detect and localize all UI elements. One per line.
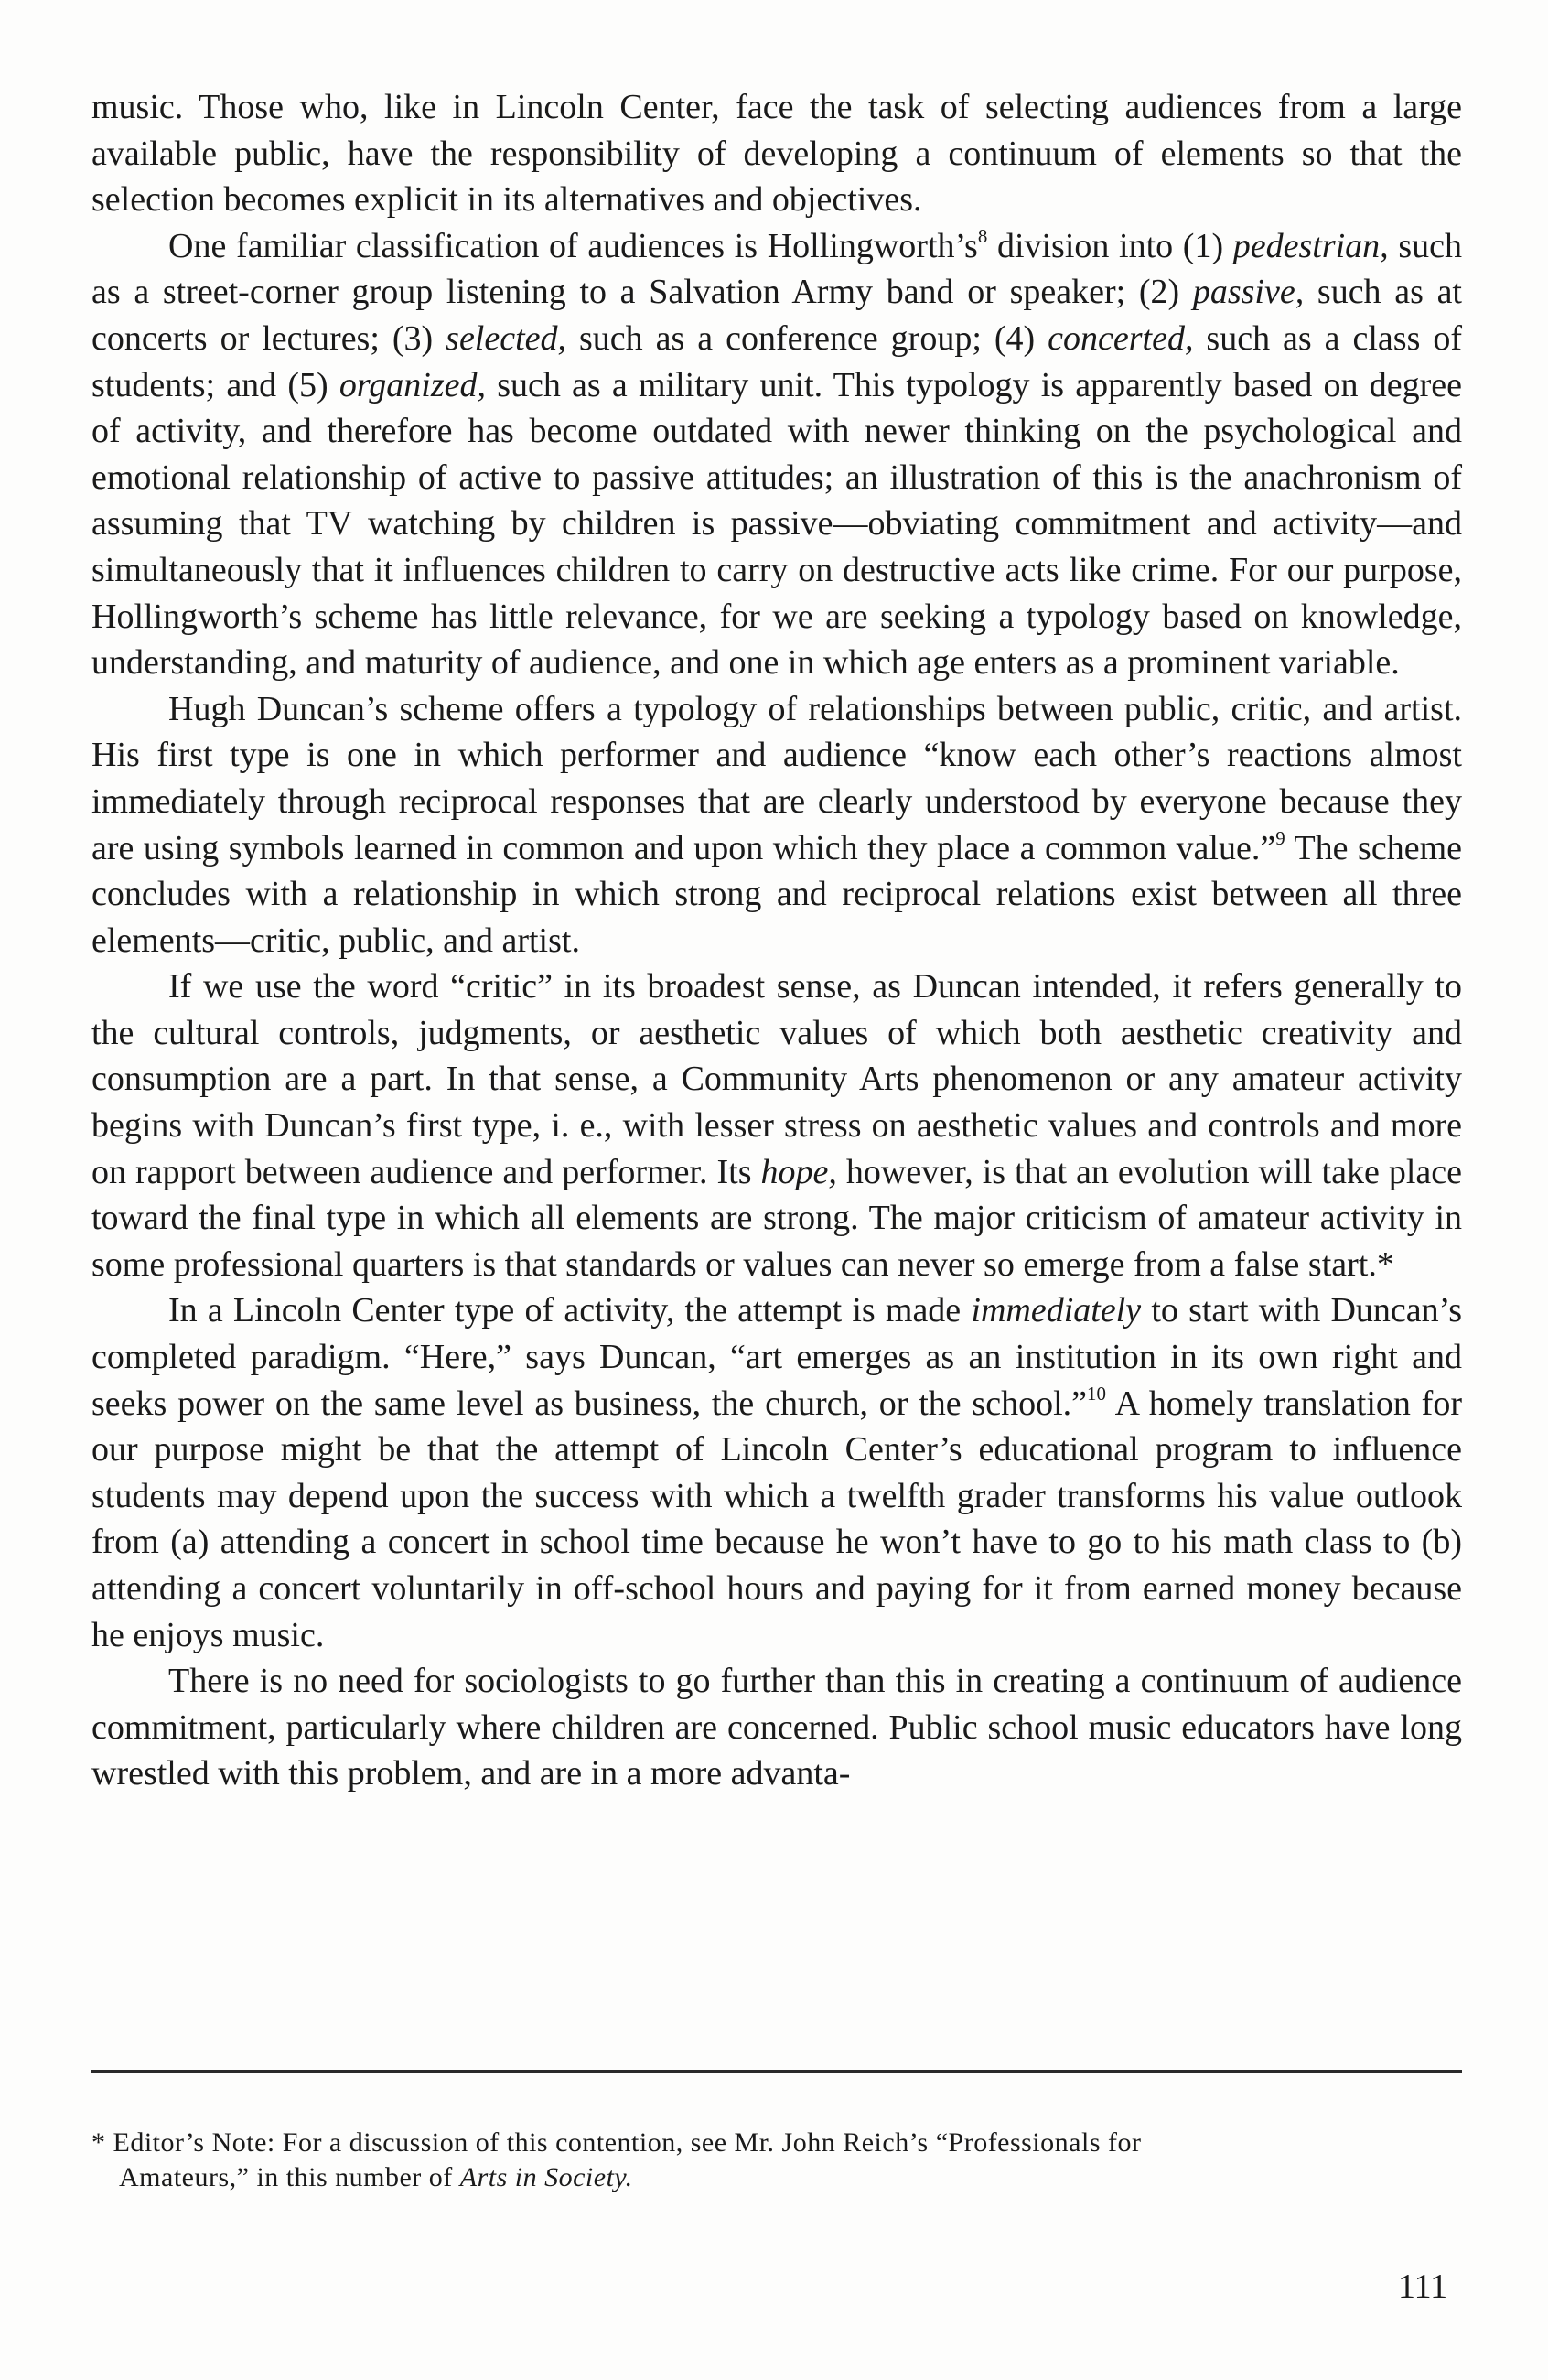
italic-term: pedestrian, [1232, 226, 1389, 265]
paragraph [91, 223, 1462, 686]
italic-term: immediately [971, 1291, 1142, 1330]
paragraph [91, 1287, 1462, 1658]
footnote-reference: 10 [1087, 1382, 1106, 1405]
italic-term: concerted, [1048, 318, 1194, 358]
footnote-text: Amateurs,” in this number of [119, 2162, 460, 2192]
text-run: music. Those who, like in Lincoln Center, face the task of selecting audiences from a large available public, have the responsibility of developing a continuum of elements so that the selection becomes explicit in its alternatives and objectives. [91, 88, 1462, 220]
footnote-rule [91, 2070, 1462, 2073]
text-run: The scheme concludes with a relationship in which strong and reciprocal relations exist between all three elements—critic, public, and artist. [91, 828, 1462, 960]
text-run: such as at concerts or lectures; (3) [91, 273, 1462, 358]
text-run: division into (1) [987, 226, 1233, 265]
paragraph [91, 686, 1462, 964]
italic-term: selected, [446, 318, 567, 358]
paragraph [91, 84, 1462, 223]
text-run: There is no need for sociologists to go further than this in creating a continuum of audience commitment, particularly where children are concerned. Public school music educators have long wrestled with this problem, and are in a more advanta- [91, 1662, 1462, 1793]
text-run: One familiar classification of audiences is Hollingworth’s [168, 226, 978, 265]
footnote-journal-title: Arts in Society. [459, 2162, 633, 2192]
footnote-reference: 8 [977, 225, 988, 248]
text-run: such as a conference group; (4) [566, 318, 1048, 358]
text-run: A homely translation for our purpose might be that the attempt of Lincoln Center’s educational program to influence students may depend upon the success with which a twelfth grader transforms his value outlook from (a) attending a concert in school time because he won’t have to go to his math class to (b) attending a concert voluntarily in off-school hours and paying for it from earned money because he enjoys music. [91, 1384, 1462, 1654]
italic-term: passive, [1192, 273, 1305, 312]
text-run: If we use the word “critic” in its broadest sense, as Duncan intended, it refers generally to the cultural controls, judgments, or aesthetic values of which both aesthetic creativity and consumption are a part. In that sense, a Community Arts phenomenon or any amateur activity begins with Duncan’s first type, i. e., with lesser stress on aesthetic values and controls and more on rapport between audience and performer. Its [91, 967, 1462, 1191]
footnote-reference: 9 [1275, 826, 1285, 849]
footnote-line-2 [91, 2160, 1462, 2195]
text-run: to start with Duncan’s completed paradigm. “Here,” says Duncan, “art emerges as an institution in its own right and seeks power on the same level as business, the church, or the school.” [91, 1291, 1462, 1423]
italic-term: hope, [760, 1152, 837, 1191]
italic-term: organized, [339, 365, 486, 404]
text-run: however, is that an evolution will take place toward the final type in which all elements are strong. The major criticism of amateur activity in some professional quarters is that standards or values can never so emerge from a false start.* [91, 1152, 1462, 1284]
text-run: Hugh Duncan’s scheme offers a typology of relationships between public, critic, and artist. His first type is one in which performer and audience “know each other’s reactions almost immediately through reciprocal responses that are clearly understood by everyone because they are using symbols learned in common and upon which they place a common value.” [91, 689, 1462, 867]
page-number: 111 [1398, 2267, 1448, 2306]
footnote [91, 2126, 1462, 2195]
text-run: such as a class of students; and (5) [91, 318, 1462, 404]
text-run: such as a military unit. This typology is apparently based on degree of activity, and therefore has become outdated with newer thinking on the psychological and emotional relationship of active to passive attitudes; an illustration of this is the anachronism of assuming that TV watching by children is passive—obviating commitment and activity—and simultaneously that it influences children to carry on destructive acts like crime. For our purpose, Hollingworth’s scheme has little relevance, for we are seeking a typology based on knowledge, understanding, and maturity of audience, and one in which age enters as a prominent variable. [91, 365, 1462, 683]
paragraph [91, 964, 1462, 1287]
text-run: such as a street-corner group listening to a Salvation Army band or speaker; (2) [91, 226, 1462, 312]
paragraph [91, 1658, 1462, 1797]
body-text [91, 84, 1462, 1797]
text-run: In a Lincoln Center type of activity, the attempt is made [168, 1291, 972, 1330]
footnote-line-1: * Editor’s Note: For a discussion of this contention, see Mr. John Reich’s “Professionals for [91, 2127, 1142, 2158]
